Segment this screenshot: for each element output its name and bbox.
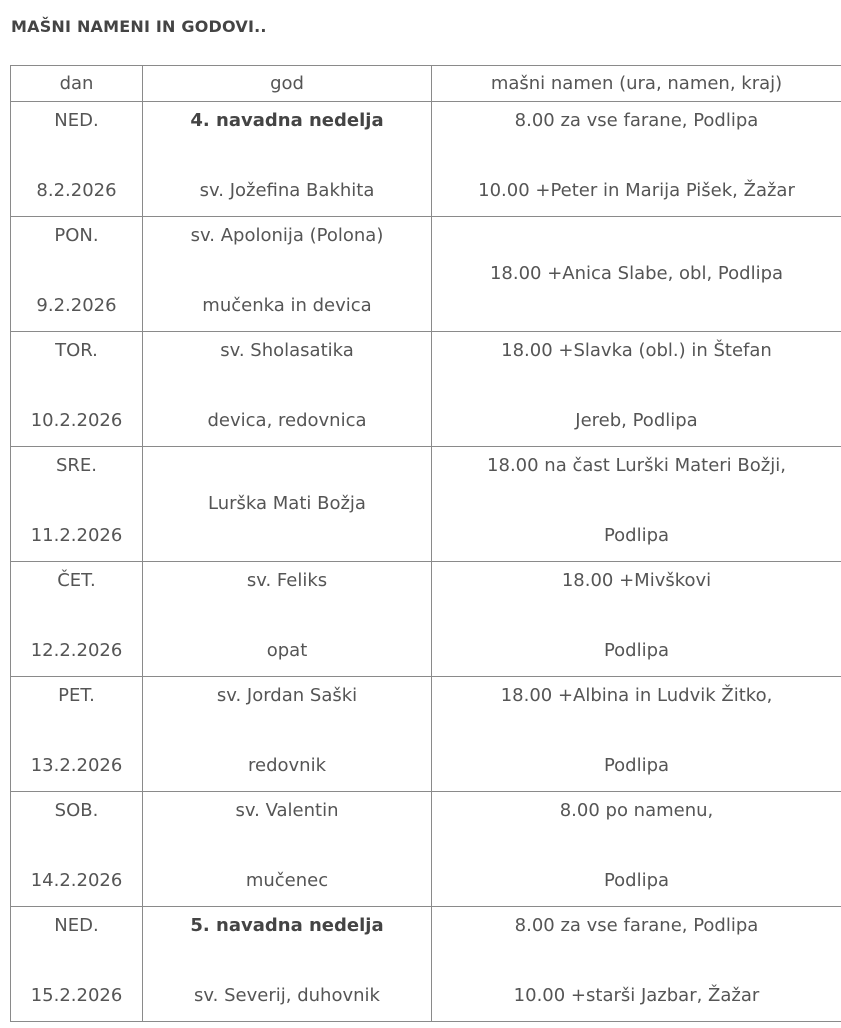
mass-cell bbox=[432, 217, 841, 332]
mass-intention: Jereb, Podlipa bbox=[432, 389, 841, 446]
date: 9.2.2026 bbox=[11, 274, 142, 331]
feast-description: opat bbox=[143, 619, 431, 676]
date: 8.2.2026 bbox=[11, 159, 142, 216]
mass-intention: 8.00 za vse farane, Podlipa bbox=[432, 102, 841, 159]
weekday: PON. bbox=[11, 217, 142, 274]
mass-cell bbox=[432, 102, 841, 217]
day-cell bbox=[11, 562, 143, 677]
mass-cell bbox=[432, 907, 841, 1022]
mass-intention: 10.00 +Peter in Marija Pišek, Žažar bbox=[432, 159, 841, 216]
weekday: SOB. bbox=[11, 792, 142, 849]
date: 12.2.2026 bbox=[11, 619, 142, 676]
mass-intention: 8.00 za vse farane, Podlipa bbox=[432, 907, 841, 964]
table-row bbox=[11, 562, 841, 677]
feast-saint: sv. Severij, duhovnik bbox=[143, 964, 431, 1021]
mass-cell bbox=[432, 332, 841, 447]
feast-cell bbox=[143, 792, 432, 907]
feast-saint: sv. Sholasatika bbox=[143, 332, 431, 389]
weekday: PET. bbox=[11, 677, 142, 734]
feast-saint: sv. Apolonija (Polona) bbox=[143, 217, 431, 274]
header-mass-intention: mašni namen (ura, namen, kraj) bbox=[432, 66, 841, 102]
table-row bbox=[11, 792, 841, 907]
feast-saint: sv. Jožefina Bakhita bbox=[143, 159, 431, 216]
day-cell bbox=[11, 447, 143, 562]
weekday: TOR. bbox=[11, 332, 142, 389]
feast-cell bbox=[143, 447, 432, 562]
table-row bbox=[11, 217, 841, 332]
table-row bbox=[11, 907, 841, 1022]
table-row bbox=[11, 447, 841, 562]
mass-cell bbox=[432, 792, 841, 907]
table-row bbox=[11, 102, 841, 217]
day-cell bbox=[11, 792, 143, 907]
day-cell bbox=[11, 907, 143, 1022]
feast-saint: sv. Feliks bbox=[143, 562, 431, 619]
page-title: MAŠNI NAMENI IN GODOVI.. bbox=[11, 17, 267, 36]
date: 13.2.2026 bbox=[11, 734, 142, 791]
mass-intention: Podlipa bbox=[432, 504, 841, 561]
feast-cell bbox=[143, 907, 432, 1022]
mass-cell bbox=[432, 447, 841, 562]
date: 10.2.2026 bbox=[11, 389, 142, 446]
weekday: SRE. bbox=[11, 447, 142, 504]
weekday: NED. bbox=[11, 907, 142, 964]
mass-intention: 18.00 +Slavka (obl.) in Štefan bbox=[432, 332, 841, 389]
feast-title: 4. navadna nedelja bbox=[143, 102, 431, 159]
mass-intention: 18.00 +Albina in Ludvik Žitko, bbox=[432, 677, 841, 734]
mass-intention: Podlipa bbox=[432, 619, 841, 676]
day-cell bbox=[11, 217, 143, 332]
feast-saint: sv. Valentin bbox=[143, 792, 431, 849]
feast-description: mučenec bbox=[143, 849, 431, 906]
feast-cell bbox=[143, 332, 432, 447]
feast-description: mučenka in devica bbox=[143, 274, 431, 331]
table-header-row bbox=[11, 66, 841, 102]
mass-intention: Podlipa bbox=[432, 849, 841, 906]
day-cell bbox=[11, 332, 143, 447]
feast-saint: sv. Jordan Saški bbox=[143, 677, 431, 734]
feast-title: 5. navadna nedelja bbox=[143, 907, 431, 964]
feast-title: Lurška Mati Božja bbox=[143, 485, 431, 523]
date: 11.2.2026 bbox=[11, 504, 142, 561]
header-feast: god bbox=[143, 66, 432, 102]
mass-intention: 18.00 na čast Lurški Materi Božji, bbox=[432, 447, 841, 504]
mass-cell bbox=[432, 677, 841, 792]
table-row bbox=[11, 677, 841, 792]
weekday: ČET. bbox=[11, 562, 142, 619]
mass-intention: Podlipa bbox=[432, 734, 841, 791]
day-cell bbox=[11, 677, 143, 792]
mass-intention: 18.00 +Anica Slabe, obl, Podlipa bbox=[432, 255, 841, 293]
feast-cell bbox=[143, 102, 432, 217]
mass-intention: 18.00 +Mivškovi bbox=[432, 562, 841, 619]
feast-description: devica, redovnica bbox=[143, 389, 431, 446]
mass-schedule-table bbox=[10, 65, 841, 1022]
date: 14.2.2026 bbox=[11, 849, 142, 906]
feast-cell bbox=[143, 562, 432, 677]
mass-intention: 8.00 po namenu, bbox=[432, 792, 841, 849]
date: 15.2.2026 bbox=[11, 964, 142, 1021]
mass-intention: 10.00 +starši Jazbar, Žažar bbox=[432, 964, 841, 1021]
day-cell bbox=[11, 102, 143, 217]
table-row bbox=[11, 332, 841, 447]
weekday: NED. bbox=[11, 102, 142, 159]
feast-cell bbox=[143, 217, 432, 332]
header-day: dan bbox=[11, 66, 143, 102]
feast-cell bbox=[143, 677, 432, 792]
mass-cell bbox=[432, 562, 841, 677]
feast-description: redovnik bbox=[143, 734, 431, 791]
